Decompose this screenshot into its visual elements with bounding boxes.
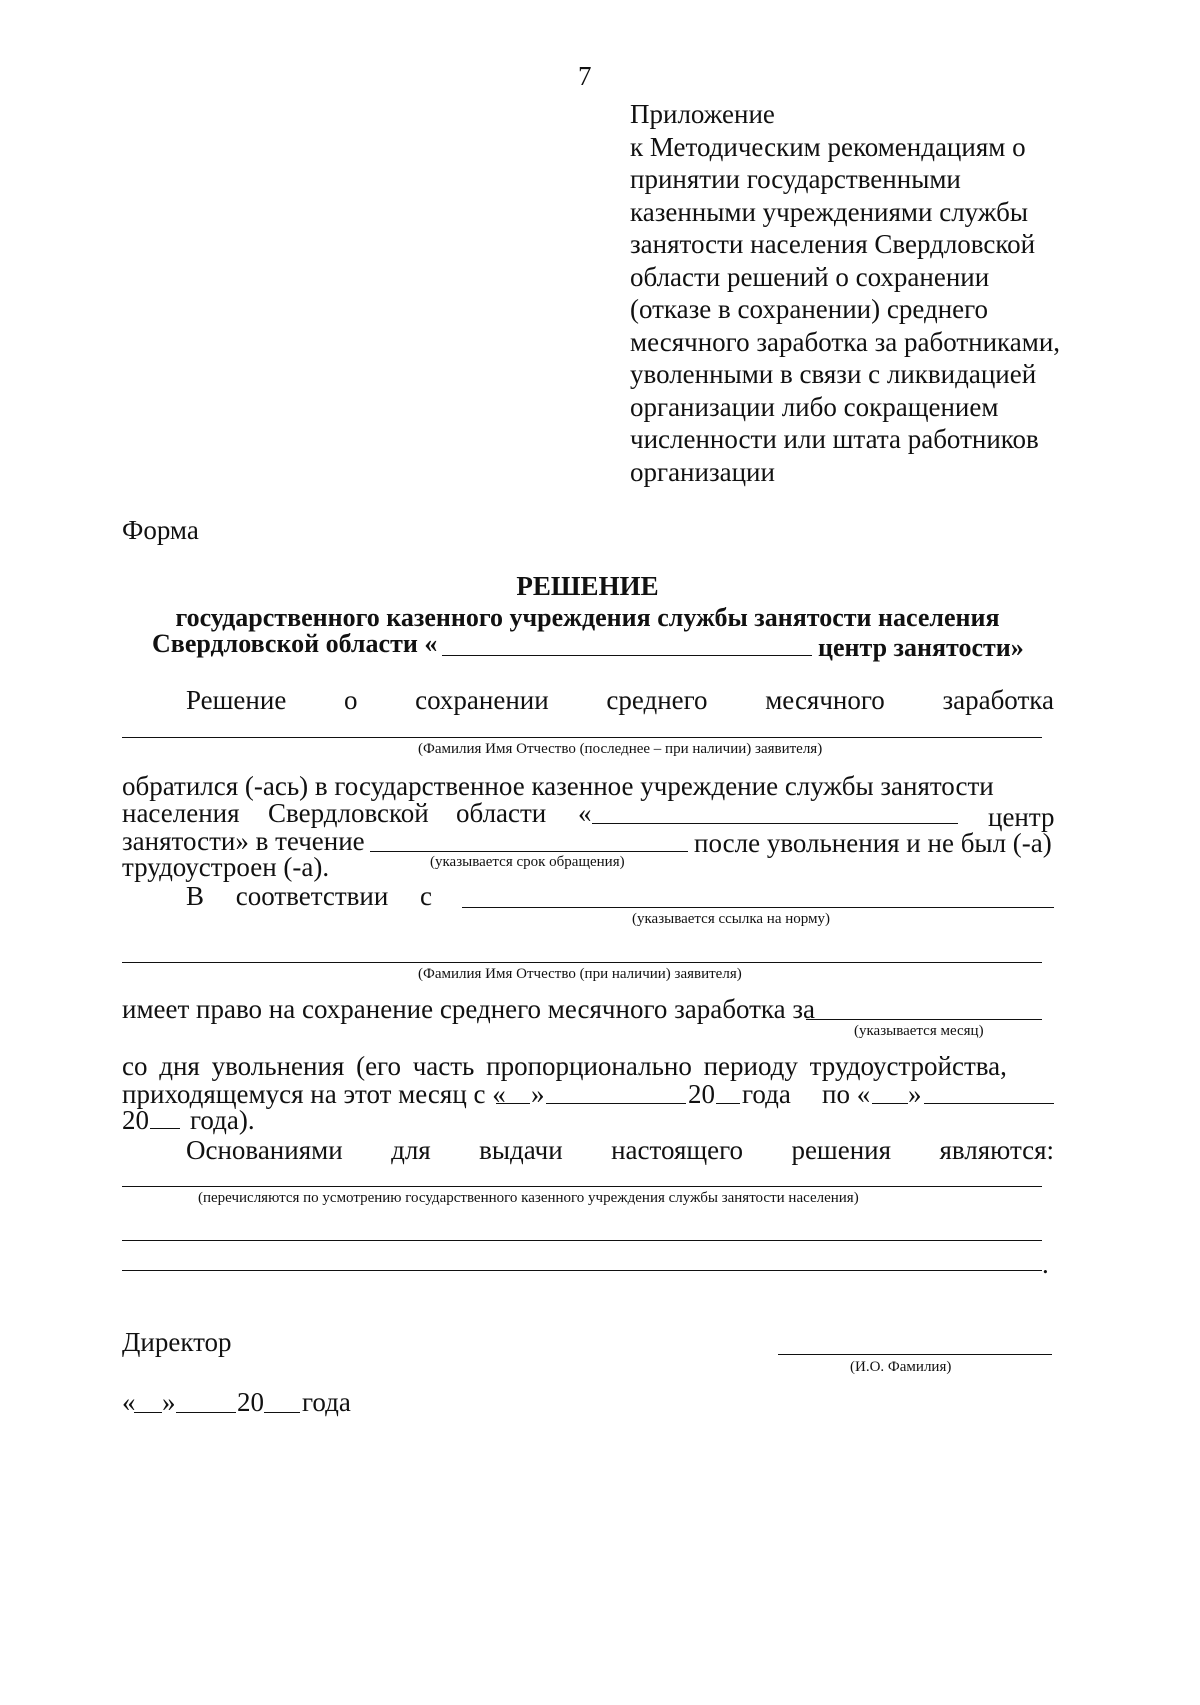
appendix-line: занятости населения Свердловской [630, 229, 1036, 259]
grounds-blank-1[interactable] [122, 1186, 1042, 1187]
p6-word: Основаниями [186, 1135, 343, 1165]
p1-word: среднего [606, 685, 708, 715]
p5-line1: со дня увольнения (его часть пропорционально периоду трудоустройства, [122, 1051, 1007, 1081]
year-from-blank[interactable] [716, 1103, 740, 1104]
p2-line3-start: занятости» в течение [122, 826, 365, 856]
p3-justified-line [186, 880, 432, 912]
p3-word: с [420, 881, 432, 911]
appendix-line: месячного заработка за работниками, [630, 326, 1061, 357]
p5-line2-a: приходящемуся на этот месяц с « [122, 1079, 506, 1109]
p5-line3-b: года). [190, 1105, 255, 1135]
p1-word: о [343, 685, 358, 715]
p4-text: имеет право на сохранение среднего месячного заработка за [122, 994, 816, 1024]
director-label: Директор [122, 1327, 232, 1357]
date-open-quote: « [122, 1387, 136, 1417]
p1-word: заработка [942, 685, 1054, 715]
applicant-name-blank[interactable] [122, 737, 1042, 738]
p5-line2-f: » [908, 1079, 922, 1109]
appendix-line: области решений о сохранении [630, 261, 990, 292]
p6-word: решения [791, 1135, 892, 1165]
appendix-line: численности или штата работников [630, 424, 1039, 454]
appendix-line: уволенными в связи с ликвидацией [630, 359, 1037, 389]
form-label: Форма [122, 515, 199, 545]
caption-name: (И.О. Фамилия) [850, 1359, 952, 1375]
p1-word: сохранении [415, 685, 549, 715]
appendix-line: (отказе в сохранении) среднего [630, 294, 989, 324]
title-line3-start: Свердловской области « [152, 629, 438, 658]
p6-justified-line [186, 1134, 1054, 1166]
appendix-block [630, 98, 1060, 488]
caption-term: (указывается срок обращения) [430, 854, 625, 870]
p1-word: месячного [765, 685, 885, 715]
p2-word: « [578, 798, 592, 828]
p5-line2-c: 20 [688, 1079, 715, 1109]
date-year-blank[interactable] [264, 1412, 300, 1413]
day-from-blank[interactable] [496, 1103, 530, 1104]
p6-word: настоящего [611, 1135, 744, 1165]
caption-norm: (указывается ссылка на норму) [632, 911, 831, 927]
center-name-blank[interactable] [442, 655, 812, 656]
p2-word: области [456, 798, 547, 828]
date-close-quote: » [162, 1387, 176, 1417]
appendix-line: организации либо сокращением [630, 391, 999, 422]
signature-blank[interactable] [778, 1354, 1052, 1355]
grounds-blank-2[interactable] [122, 1240, 1042, 1241]
caption-fio: (Фамилия Имя Отчество (при наличии) заявителя) [418, 966, 742, 982]
p3-word: В [186, 881, 205, 911]
term-blank[interactable] [370, 851, 688, 852]
appendix-line: организации [630, 456, 775, 487]
p5-line2-b: » [531, 1079, 545, 1109]
norm-reference-blank[interactable] [462, 907, 1054, 908]
month-from-blank[interactable] [546, 1103, 686, 1104]
date-year-prefix: 20 [237, 1387, 264, 1417]
p6-word: для [391, 1135, 431, 1165]
month-blank[interactable] [806, 1019, 1042, 1020]
title-line3-end: центр занятости» [818, 633, 1024, 662]
caption-grounds: (перечисляются по усмотрению государственного казенного учреждения службы занятости населения) [198, 1190, 859, 1206]
page-number: 7 [578, 61, 592, 91]
p1-word: Решение [186, 685, 287, 715]
p2-line1: обратился (-ась) в государственное казенное учреждение службы занятости [122, 771, 994, 801]
p2-word: населения [122, 798, 240, 828]
appendix-line: казенными учреждениями службы [630, 196, 1028, 227]
p2-line3-end: после увольнения и не был (-а) [694, 828, 1052, 858]
p6-word: выдачи [479, 1135, 563, 1165]
appendix-line: к Методическим рекомендациям о [630, 131, 1026, 162]
p5-line2-d: года [742, 1079, 791, 1109]
p2-line4: трудоустроен (-а). [122, 852, 330, 882]
p3-word: соответствии [235, 881, 389, 911]
title-subtitle: государственного казенного учреждения службы занятости населения [175, 603, 1000, 632]
grounds-blank-3[interactable] [122, 1270, 1042, 1271]
end-period: . [1042, 1249, 1049, 1279]
center-name-blank-2[interactable] [592, 823, 958, 824]
caption-month: (указывается месяц) [854, 1023, 984, 1039]
year-to-blank[interactable] [150, 1128, 180, 1129]
date-month-blank[interactable] [176, 1412, 236, 1413]
date-day-blank[interactable] [134, 1412, 162, 1413]
p5-line2-e: по « [822, 1079, 871, 1109]
p2-word: Свердловской [268, 798, 429, 828]
p2-word: центр [988, 802, 1055, 832]
date-year-word: года [302, 1387, 351, 1417]
p1-justified-line [186, 684, 1054, 716]
applicant-name-blank-2[interactable] [122, 962, 1042, 963]
appendix-line: принятии государственными [630, 164, 961, 194]
p5-line3-a: 20 [122, 1105, 149, 1135]
month-to-blank[interactable] [924, 1103, 1054, 1104]
p6-word: являются: [939, 1135, 1054, 1165]
day-to-blank[interactable] [872, 1103, 908, 1104]
caption-fio-last: (Фамилия Имя Отчество (последнее – при наличии) заявителя) [418, 741, 823, 757]
appendix-line: Приложение [630, 99, 775, 129]
document-title: РЕШЕНИЕ [516, 571, 659, 601]
